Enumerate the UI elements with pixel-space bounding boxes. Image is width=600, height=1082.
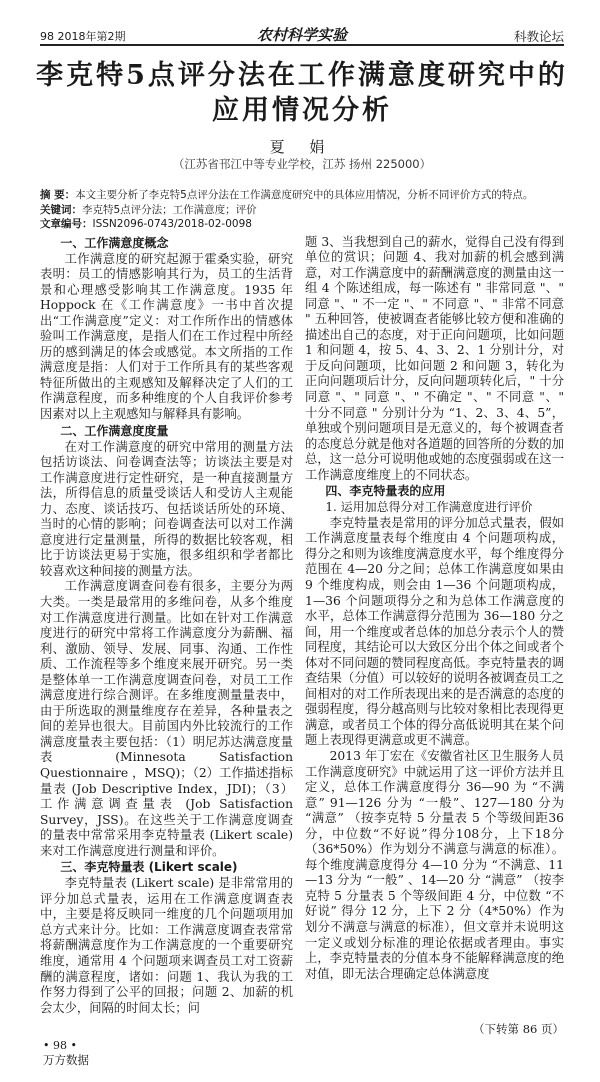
section-heading: 四、李克特量表的应用 <box>325 484 446 499</box>
left-column <box>40 235 293 1017</box>
issue-info: 98 2018年第2期 <box>40 30 126 43</box>
paragraph: 题 3、当我想到自己的薪水，觉得自己没有得到单位的赏识；问题 4、我对加薪的机会感到满意，对工作满意度中的薪酬满意度的测量由这一组 4 个陈述组成，每一陈述有 " 非常同意 "、" 同意 "、" 不一定 "、" 不同意 "、" 非常不同意 " 五种回答，使被调查者能够比较方便和准确的描述出自己的态度，对于正向问题项，比如问题 1 和问题 4，按 5、4、3、2、1 分别计分，对于反向问题项，比如问题 2 和问题 3，转化为正向问题项后计分，反向问题项转化后，" 十分同意 "、" 同意 "、" 不确定 "、" 不同意 "、" 十分不同意 " 分别计分为 “1、2、3、4、5”，单独或个别问题项目是无意义的，每个被调查者的态度总分就是他对各道题的回答所的分数的加总，这一总分可说明他或她的态度强弱或在这一工作满意度维度上的不同状态。 <box>305 234 564 482</box>
section-name: 科教论坛 <box>513 29 564 44</box>
paragraph: 李克特量表是常用的评分加总式量表，假如工作满意度量表每个维度由 4 个问题项构成，得分之和则为该维度满意度水平，每个维度得分范围在 4—20 分之间；总体工作满意度如果由 9 个维度构成，则会由 1—36 个问题项构成，1—36 个问题项得分之和为总体工作满意度的水平，总体工作满意得分范围为 36—180 分之间，用一个维度或者总体的加总分表示个人的赞同程度，其结论可以大致区分出个体之间或者个体对不同问题的赞同程度高低。李克特量表的调查结果（分值）可以较好的说明各被调查员工之间相对的对工作所表现出来的是否满意的态度的强弱程度，得分越高则与比较对象相比表现得更满意，或者员工个体的得分高低说明其在某个问题上表现得更满意或更不满意。 <box>305 515 564 748</box>
section-heading: 三、李克特量表 (Likert scale) <box>60 860 238 875</box>
paragraph: 工作满意度的研究起源于霍桑实验，研究表明：员工的情感影响其行为，员工的生活背景和心理感受影响其工作满意度。1935 年 Hoppock 在《工作满意度》一书中首次提出“工作满意度”定义：对工作所作出的情感体验叫工作满意度，是指人们在工作过程中所经历的感到满足的体会或感觉。本文所指的工作满意度是指：人们对于工作所具有的某些客观特征所做出的主观感知及解释决定了人们的工作满意程度，而多种维度的个人自我评价参考因素对以上主观感知与解释具有影响。 <box>40 251 293 421</box>
paragraph: 李克特量表 (Likert scale) 是非常常用的评分加总式量表，运用在工作满意度调查表中，主要是将反映同一维度的几个问题项用加总方式来计分。比如：工作满意度调查表常常将薪酬满意度作为工作满意度的一个重要研究维度，通常用 4 个问题项来调查员工对工资薪酬的满意程度，诸如：问题 1、我认为我的工作努力得到了公平的回报；问题 2、加薪的机会太少，间隔的时间太长；问 <box>40 876 293 1015</box>
affiliation: （江苏省邗江中等专业学校，江苏 扬州 225000） <box>172 157 432 171</box>
journal-logo: 农村科学实验 <box>256 26 347 44</box>
paragraph: 在对工作满意度的研究中常用的测量方法包括访谈法、问卷调查法等；访谈法主要是对工作满意度进行定性研究，是一种直接测量方法，所得信息的质量受谈话人和受访人主观能力、态度、谈话技巧、包括谈话所处的环境、当时的心情的影响；问卷调查法可以对工作满意度进行定量测量，所得的数据比较客观，相比于访谈法更易于实施，很多组织和学者都比较喜欢这种间接的测量方法。 <box>40 439 293 578</box>
paragraph: 工作满意度调查问卷有很多，主要分为两大类。一类是最常用的多维问卷，从多个维度对工作满意度进行测量。比如在针对工作满意度进行的研究中常将工作满意度分为薪酬、福利、激励、领导、发展、同事、沟通、工作性质、工作流程等多个维度来展开研究。另一类是整体单一工作满意度调查问卷，对员工工作满意度进行综合测评。在多维度测量量表中，由于所选取的测量维度存在差异，各种量表之间的差异也很大。目前国内外比较流行的工作满意度量表主要包括：（1）明尼苏达满意度量表 (Minnesota Satisfaction Questionnaire ，MSQ)；（2）工作描述指标量表 (Job Descriptive Index，JDI)；（3）工作满意调查量表 (Job Satisfaction Survey，JSS)。在这些关于工作满意度调查的量表中常常采用李克特量表 (Likert scale) 来对工作满意度进行测量和评价。 <box>40 579 293 858</box>
article-number <box>40 217 564 232</box>
abstract <box>40 188 564 203</box>
article-number-label: 文章编号： <box>40 218 93 230</box>
article-number-text: ISSN2096-0743/2018-02-0098 <box>92 218 252 230</box>
body-columns <box>40 235 564 1017</box>
keywords-label: 关键词： <box>40 203 82 216</box>
abstract-label: 摘 要： <box>40 189 76 201</box>
paragraph: 2013 年丁宏在《安徽省社区卫生服务人员工作满意度研究》中就运用了这一评价方法并且定义，总体工作满意度得分 36—90 为 “不满意” 91—126 分为 “一般”、127—180 分为 “满意” （按李克特 5 分量表 5 个等级间距36分，中位数“不好说”得分108分，上下18分（36*50%）作为划分不满意与满意的标准）。每个维度满意度得分 4—10 分为 “不满意、11—13 分为 “一般” 、14—20 分 “满意” （按李克特 5 分量表 5 个等级间距 4 分，中位数 “不好说” 得分 12 分，上下 2 分（4*50%）作为划分不满意与满意的标准），但文章并未说明这一定义或划分标准的理论依据或者理由。事实上，李克特量表的分值本身不能解释满意度的绝对值，即无法合理确定总体满意度 <box>305 749 564 981</box>
author: 夏 娟 <box>269 138 335 156</box>
section-heading: 二、工作满意度度量 <box>60 423 169 438</box>
keywords <box>40 203 564 218</box>
subsection-heading: 1. 运用加总得分对工作满意度进行评价 <box>325 500 533 515</box>
section-heading: 一、工作满意度概念 <box>60 235 169 250</box>
source-watermark: 万方数据 <box>43 1053 89 1068</box>
keywords-text: 李克特5点评分法；工作满意度；评价 <box>82 203 257 216</box>
running-header <box>40 26 564 46</box>
article-title: 李克特5点评分法在工作满意度研究中的应用情况分析 <box>36 60 568 126</box>
continued-note: （下转第 86 页） <box>473 1022 564 1037</box>
abstract-text: 本文主要分析了李克特5点评分法在工作满意度研究中的具体应用情况，分析不同评价方式的特点。 <box>75 189 534 201</box>
page-number: • 98 • <box>43 1039 77 1053</box>
right-column <box>305 235 564 983</box>
